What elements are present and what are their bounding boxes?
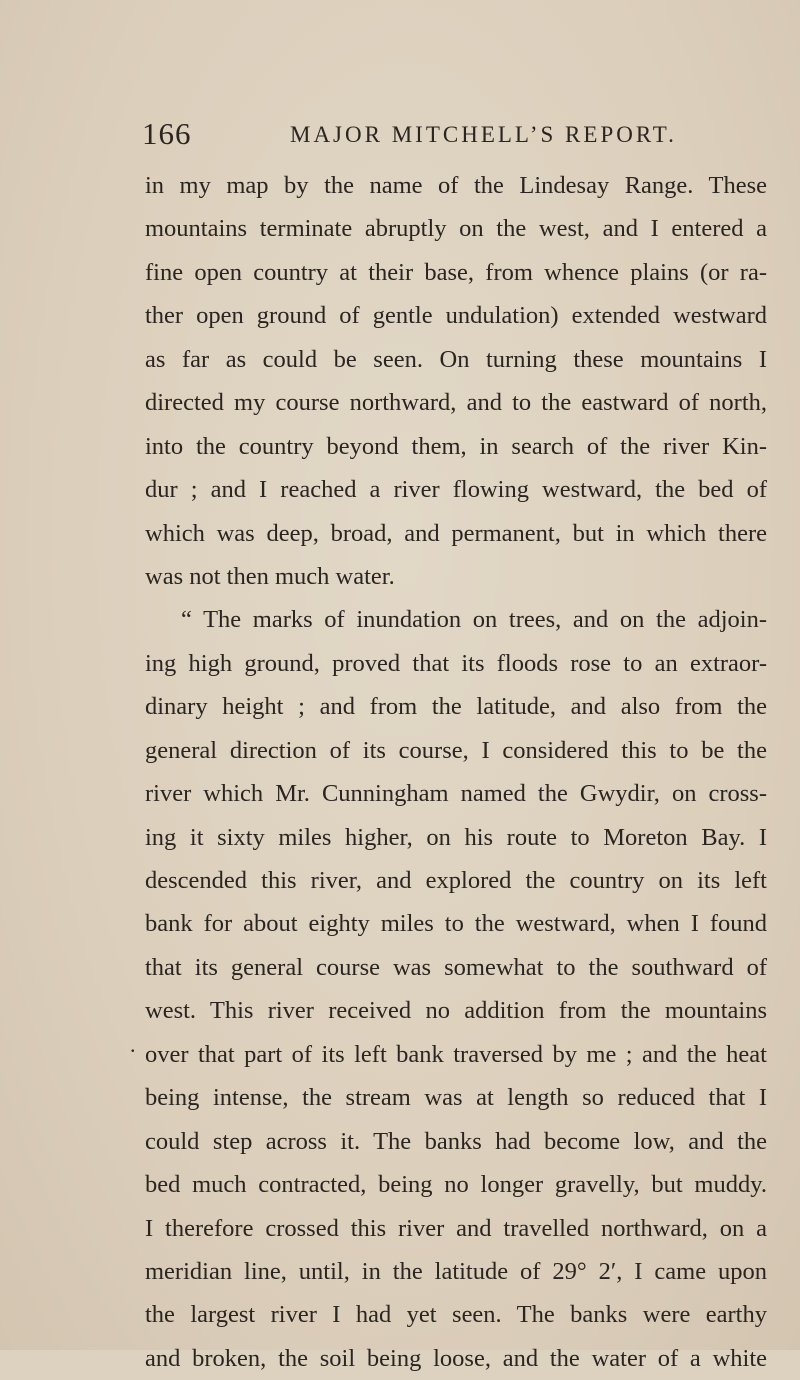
page-header [142,116,767,156]
text-line: in my map by the name of the Lindesay Range. These [145,172,767,199]
text-line: dinary height ; and from the latitude, and also from the [145,693,767,721]
text-line: bed much contracted, being no longer gravelly, but muddy. [145,1171,767,1199]
text-line: the largest river I had yet seen. The banks were earthy [145,1301,767,1329]
text-line: over that part of its left bank traversed by me ; and the heat [145,1040,767,1068]
text-line: ing it sixty miles higher, on his route to Moreton Bay. I [145,823,767,851]
running-title: MAJOR MITCHELL’S REPORT. [290,122,677,147]
text-line: bank for about eighty miles to the westward, when I found [145,910,767,938]
text-line: could step across it. The banks had become low, and the [145,1127,767,1155]
text-line: directed my course northward, and to the eastward of north, [145,389,767,417]
body-text [145,164,767,1380]
text-line: I therefore crossed this river and travelled northward, on a [145,1214,767,1242]
text-line: which was deep, broad, and permanent, but in which there [145,519,767,547]
text-line: fine open country at their base, from whence plains (or ra- [145,258,767,286]
margin-mark: . [130,1032,136,1057]
text-line: ther open ground of gentle undulation) extended westward [145,302,767,330]
text-line: ing high ground, proved that its floods rose to an extraor- [145,649,767,677]
text-line: that its general course was somewhat to the southward of [145,953,767,981]
text-line: being intense, the stream was at length so reduced that I [145,1084,767,1112]
text-line: as far as could be seen. On turning these mountains I [145,345,767,373]
text-line: dur ; and I reached a river flowing westward, the bed of [145,476,767,504]
text-line: “ The marks of inundation on trees, and on the adjoin- [181,606,767,634]
text-line: descended this river, and explored the country on its left [145,867,767,894]
page-number: 166 [142,116,192,151]
text-line: was not then much water. [145,562,395,590]
text-line: into the country beyond them, in search of the river Kin- [145,432,767,460]
text-line: general direction of its course, I considered this to be the [145,736,767,764]
text-line: meridian line, until, in the latitude of 29° 2′, I came upon [145,1257,767,1285]
text-line: and broken, the soil being loose, and the water of a white [145,1344,767,1372]
text-line: river which Mr. Cunningham named the Gwydir, on cross- [145,780,767,808]
text-line: west. This river received no addition from the mountains [145,997,767,1025]
text-line: mountains terminate abruptly on the west, and I entered a [145,215,767,243]
